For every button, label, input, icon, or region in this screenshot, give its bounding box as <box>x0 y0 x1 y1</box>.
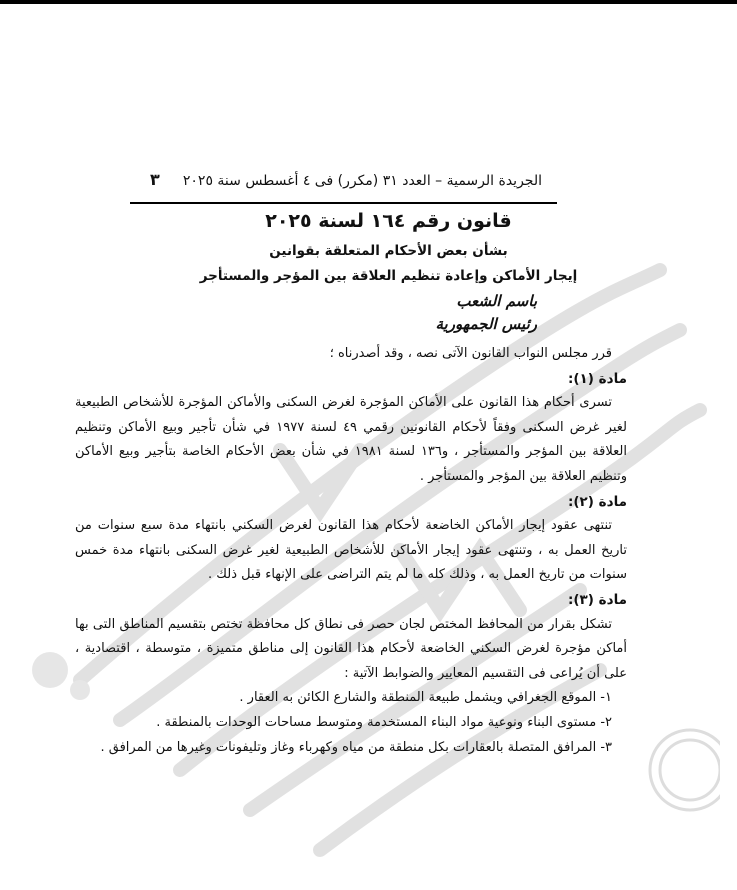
law-subtitle-line2: إيجار الأماكن وإعادة تنظيم العلاقة بين المؤجر والمستأجر <box>199 268 578 284</box>
page-number: ٣ <box>150 170 160 189</box>
article-2-heading: مادة (٢): <box>567 493 627 510</box>
article-3-item-1: ١- الموقع الجغرافي ويشمل طبيعة المنطقة والشارع الكائن به العقار . <box>239 690 612 706</box>
article-2-text: تنتهى عقود إيجار الأماكن الخاضعة لأحكام هذا القانون لغرض السكني بانتهاء مدة سبع سنوات من تاريخ العمل به ، وتنتهى عقود إيجار الأماكن للأشخاص الطبيعية لغير غرض السكنى بانتهاء مدة خمس سنوات من تاريخ العمل به ، وذلك كله ما لم يتم التراضى على الإنهاء قبل ذلك . <box>75 518 627 583</box>
running-header <box>150 170 542 189</box>
in-the-name-of-the-people: باسم الشعب <box>456 292 537 310</box>
article-1-text: تسرى أحكام هذا القانون على الأماكن المؤجرة لغرض السكنى والأماكن المؤجرة للأشخاص الطبيعية لغير غرض السكنى وفقاً لأحكام القانونين رقمي ٤٩ لسنة ١٩٧٧ في شأن تأجير وبيع الأماكن وتنظيم العلاقة بين المؤجر والمستأجر ، و١٣٦ لسنة ١٩٨١ في شأن بعض الأحكام الخاصة بتأجير وبيع الأماكن وتنظيم العلاقة بين المؤجر والمستأجر . <box>75 395 627 484</box>
law-body <box>75 342 627 760</box>
article-3-item-3: ٣- المرافق المتصلة بالعقارات بكل منطقة من مياه وكهرباء وغاز وتليفونات وغيرها من المرافق . <box>100 739 612 755</box>
gazette-issue-line: الجريدة الرسمية – العدد ٣١ (مكرر) فى ٤ أغسطس سنة ٢٠٢٥ <box>182 173 542 189</box>
article-3-item-2: ٢- مستوى البناء ونوعية مواد البناء المستخدمة ومتوسط مساحات الوحدات بالمنطقة . <box>156 714 612 730</box>
law-title: قانون رقم ١٦٤ لسنة ٢٠٢٥ <box>265 210 512 232</box>
article-3-text: تشكل بقرار من المحافظ المختص لجان حصر فى نطاق كل محافظة تختص بتقسيم المناطق التى بها أماكن مؤجرة لغرض السكني الخاضعة لأحكام هذا القانون إلى مناطق متميزة ، متوسطة ، اقتصادية ، على أن يُراعى فى التقسيم المعايير والضوابط الآتية : <box>75 616 627 681</box>
president-heading: رئيس الجمهورية <box>435 315 537 333</box>
article-1-heading: مادة (١): <box>567 370 627 387</box>
header-divider <box>130 202 557 204</box>
law-subtitle-line1: بشأن بعض الأحكام المتعلقة بقوانين <box>269 243 508 259</box>
article-3-heading: مادة (٣): <box>567 591 627 608</box>
decree-line: قرر مجلس النواب القانون الآتى نصه ، وقد أصدرناه ؛ <box>329 346 612 361</box>
